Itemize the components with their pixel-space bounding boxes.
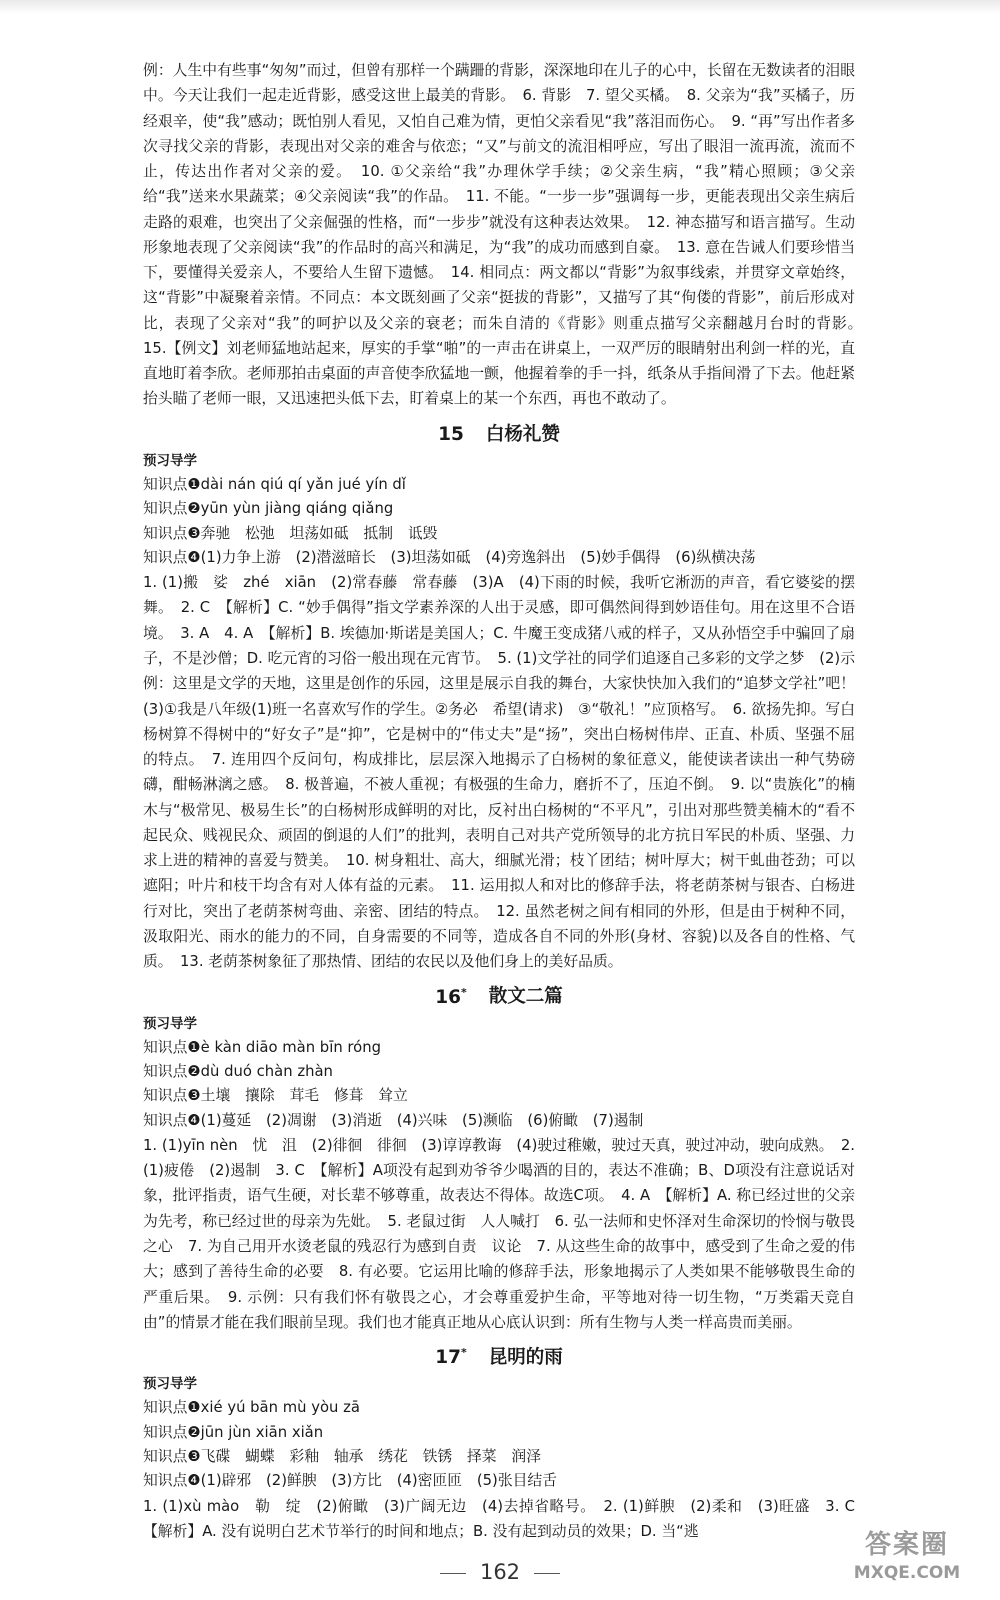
- knowledge-point-line: 知识点❷yūn yùn jiàng qiáng qiǎng: [143, 500, 394, 518]
- answer-paragraph: 例：人生中有些事“匆匆”而过，但曾有那样一个蹒跚的背影，深深地印在儿子的心中，长留在无数读者的泪眼中。今天让我们一起走近背影，感受这世上最美的背影。 6. 背影 7. 望父买橘。 8. 父亲为“我”买橘子，历经艰辛，使“我”感动；既怕别人看见，又怕自己难为情，更怕父亲看见“我”落泪而伤心。 9. “再”写出作者多次寻找父亲的背影，表现出对父亲的难舍与依恋；“又”与前文的流泪相呼应，写出了眼泪一流再流，流而不止，传达出作者对父亲的爱。 10. ①父亲给“我”办理休学手续；②父亲生病，“我”精心照顾；③父亲给“我”送来水果蔬菜；④父亲阅读“我”的作品。 11. 不能。“一步一步”强调每一步，更能表现出父亲生病后走路的艰难，也突出了父亲倔强的性格，而“一步步”就没有这种表达效果。 12. 神态描写和语言描写。生动形象地表现了父亲阅读“我”的作品时的高兴和满足，为“我”的成功而感到自豪。 13. 意在告诫人们要珍惜当下，要懂得关爱亲人，不要给人生留下遗憾。 14. 相同点：两文都以“背影”为叙事线索，并贯穿文章始终，这“背影”中凝聚着亲情。不同点：本文既刻画了父亲“挺拔的背影”，又描写了其“佝偻的背影”，前后形成对比，表现了父亲对“我”的呵护以及父亲的衰老；而朱自清的《背影》则重点描写父亲翻越月台时的背影。 15.【例文】刘老师猛地站起来，厚实的手掌“啪”的一声击在讲桌上，一双严厉的眼睛射出利剑一样的光，直直地盯着李欣。老师那拍击桌面的声音使李欣猛地一颤，他握着拳的手一抖，纸条从手指间滑了下去。他赶紧抬头瞄了老师一眼，又迅速把头低下去，盯着桌上的某一个东西，再也不敢动了。: [143, 62, 870, 408]
- knowledge-point-line: 知识点❶xié yú bān mù yòu zā: [143, 1399, 360, 1417]
- watermark-mark: 答案圈: [864, 1530, 949, 1560]
- knowledge-point-line: 知识点❸土壤 攘除 茸毛 修葺 耸立: [143, 1087, 408, 1105]
- watermark-logo: [832, 1528, 982, 1594]
- section-heading: [143, 416, 855, 449]
- knowledge-point-line: 知识点❷jūn jùn xiān xiǎn: [143, 1423, 324, 1441]
- section-number: 17: [435, 1347, 461, 1369]
- knowledge-point-line: 知识点❹(1)辟邪 (2)鲜腴 (3)方比 (4)密匝匝 (5)张目结舌: [143, 1472, 558, 1490]
- page-number-right-dash: [534, 1573, 560, 1574]
- preview-guide-label: 预习导学: [143, 452, 197, 469]
- answer-paragraph: 1. (1)yīn nèn 忧 沮 (2)徘徊 徘徊 (3)谆谆教诲 (4)驶过稚嫩，驶过天真，驶过冲动，驶向成熟。 2. (1)疲倦 (2)遏制 3. C 【解析】A项没有起到劝爷爷少喝酒的目的，表达不准确；B、D项没有注意说话对象，批评指责，语气生硬，对长辈不够尊重，故表达不得体。故选C项。 4. A 【解析】A. 称已经过世的父亲为先考，称已经过世的母亲为先妣。 5. 老鼠过街 人人喊打 6. 弘一法师和史怀泽对生命深切的怜悯与敬畏之心 7. 为自己用开水烫老鼠的残忍行为感到自责 议论 7. 从这些生命的故事中，感受到了生命之爱的伟大；感到了善待生命的必要 8. 有必要。它运用比喻的修辞手法，形象地揭示了人类如果不能够敬畏生命的严重后果。 9. 示例：只有我们怀有敬畏之心，才会尊重爱护生命，平等地对待一切生物，“万类霜天竞自由”的情景才能在我们眼前呈现。我们也才能真正地从心底认识到：所有生物与人类一样高贵而美丽。: [143, 1136, 855, 1331]
- section-star-mark: *: [460, 985, 467, 999]
- page-number-left-dash: [440, 1573, 466, 1574]
- section-title: 白杨礼赞: [485, 423, 560, 445]
- knowledge-point-line: 知识点❸飞碟 蝴蝶 彩釉 轴承 绣花 铁锈 择菜 润泽: [143, 1448, 541, 1466]
- section-heading: [143, 1339, 855, 1372]
- answer-paragraph: 1. (1)xù mào 勒 绽 (2)俯瞰 (3)广阔无边 (4)去掉省略号。 2. (1)鲜腴 (2)柔和 (3)旺盛 3. C 【解析】A. 没有说明白艺术节举行的时间和地点；B. 没有起到动员的效果；D. 当“逃: [143, 1497, 870, 1540]
- section-title: 散文二篇: [488, 986, 563, 1008]
- section-title: 昆明的雨: [488, 1347, 563, 1369]
- knowledge-point-line: 知识点❹(1)力争上游 (2)潜滋暗长 (3)坦荡如砥 (4)旁逸斜出 (5)妙手偶得 (6)纵横决荡: [143, 548, 756, 566]
- document-body: [143, 58, 870, 1544]
- scan-top-shadow: [0, 0, 1000, 14]
- section-number: 16: [435, 986, 461, 1008]
- knowledge-point-line: 知识点❶è kàn diāo màn bīn róng: [143, 1038, 381, 1056]
- preview-guide-label: 预习导学: [143, 1376, 197, 1393]
- page-number-text: 162: [479, 1560, 521, 1584]
- answer-paragraph: 1. (1)搬 娑 zhé xiān (2)常春藤 常春藤 (3)A (4)下雨的时候，我听它淅沥的声音，看它婆娑的摆舞。 2. C 【解析】C. “妙手偶得”指文学素养深的人出于灵感，即可偶然间得到妙语佳句。用在这里不合语境。 3. A 4. A 【解析】B. 埃德加·斯诺是美国人；C. 牛魔王变成猪八戒的样子，又从孙悟空手中骗回了扇子，不是沙僧；D. 吃元宵的习俗一般出现在元宵节。 5. (1)文学社的同学们追逐自己多彩的文学之梦 (2)示例：这里是文学的天地，这里是创作的乐园，这里是展示自我的舞台，大家快快加入我们的“追梦文学社”吧！ (3)①我是八年级(1)班一名喜欢写作的学生。②务必 希望(请求) ③“敬礼！”应顶格写。 6. 欲扬先抑。写白杨树算不得树中的“好女子”是“抑”，它是树中的“伟丈夫”是“扬”，突出白杨树伟岸、正直、朴质、坚强不屈的特点。 7. 连用四个反问句，构成排比，层层深入地揭示了白杨树的象征意义，能使读者读出一种气势磅礴，酣畅淋漓之感。 8. 极普遍，不被人重视；有极强的生命力，磨折不了，压迫不倒。 9. 以“贵族化”的楠木与“极常见、极易生长”的白杨树形成鲜明的对比，反衬出白杨树的“不平凡”，引出对那些赞美楠木的“看不起民众、贱视民众、顽固的倒退的人们”的批判，表明自己对共产党所领导的北方抗日军民的朴质、坚强、力求上进的精神的喜爱与赞美。 10. 树身粗壮、高大，细腻光滑；枝丫团结；树叶厚大；树干虬曲苍劲；可以遮阳；叶片和枝干均含有对人体有益的元素。 11. 运用拟人和对比的修辞手法，将老荫茶树与银杏、白杨进行对比，突出了老荫茶树弯曲、亲密、团结的特点。 12. 虽然老树之间有相同的外形，但是由于树种不同，汲取阳光、雨水的能力的不同，自身需要的不同等，造成各自不同的外形(身材、容貌)以及各自的性格、气质。 13. 老荫茶树象征了那热情、团结的农民以及他们身上的美好品质。: [143, 574, 870, 971]
- preview-guide-label: 预习导学: [143, 1015, 197, 1032]
- watermark-url: MXQE.COM: [853, 1563, 961, 1583]
- section-star-mark: *: [460, 1346, 467, 1360]
- knowledge-point-line: 知识点❷dù duó chàn zhàn: [143, 1063, 333, 1081]
- section-number: 15: [438, 423, 464, 445]
- knowledge-point-line: 知识点❶dài nán qiú qí yǎn jué yín dǐ: [143, 476, 406, 494]
- knowledge-point-line: 知识点❹(1)蔓延 (2)凋谢 (3)消逝 (4)兴味 (5)濒临 (6)俯瞰 (7)遏制: [143, 1111, 644, 1129]
- section-heading: [143, 978, 855, 1011]
- knowledge-point-line: 知识点❸奔驰 松弛 坦荡如砥 抵制 诋毁: [143, 524, 438, 542]
